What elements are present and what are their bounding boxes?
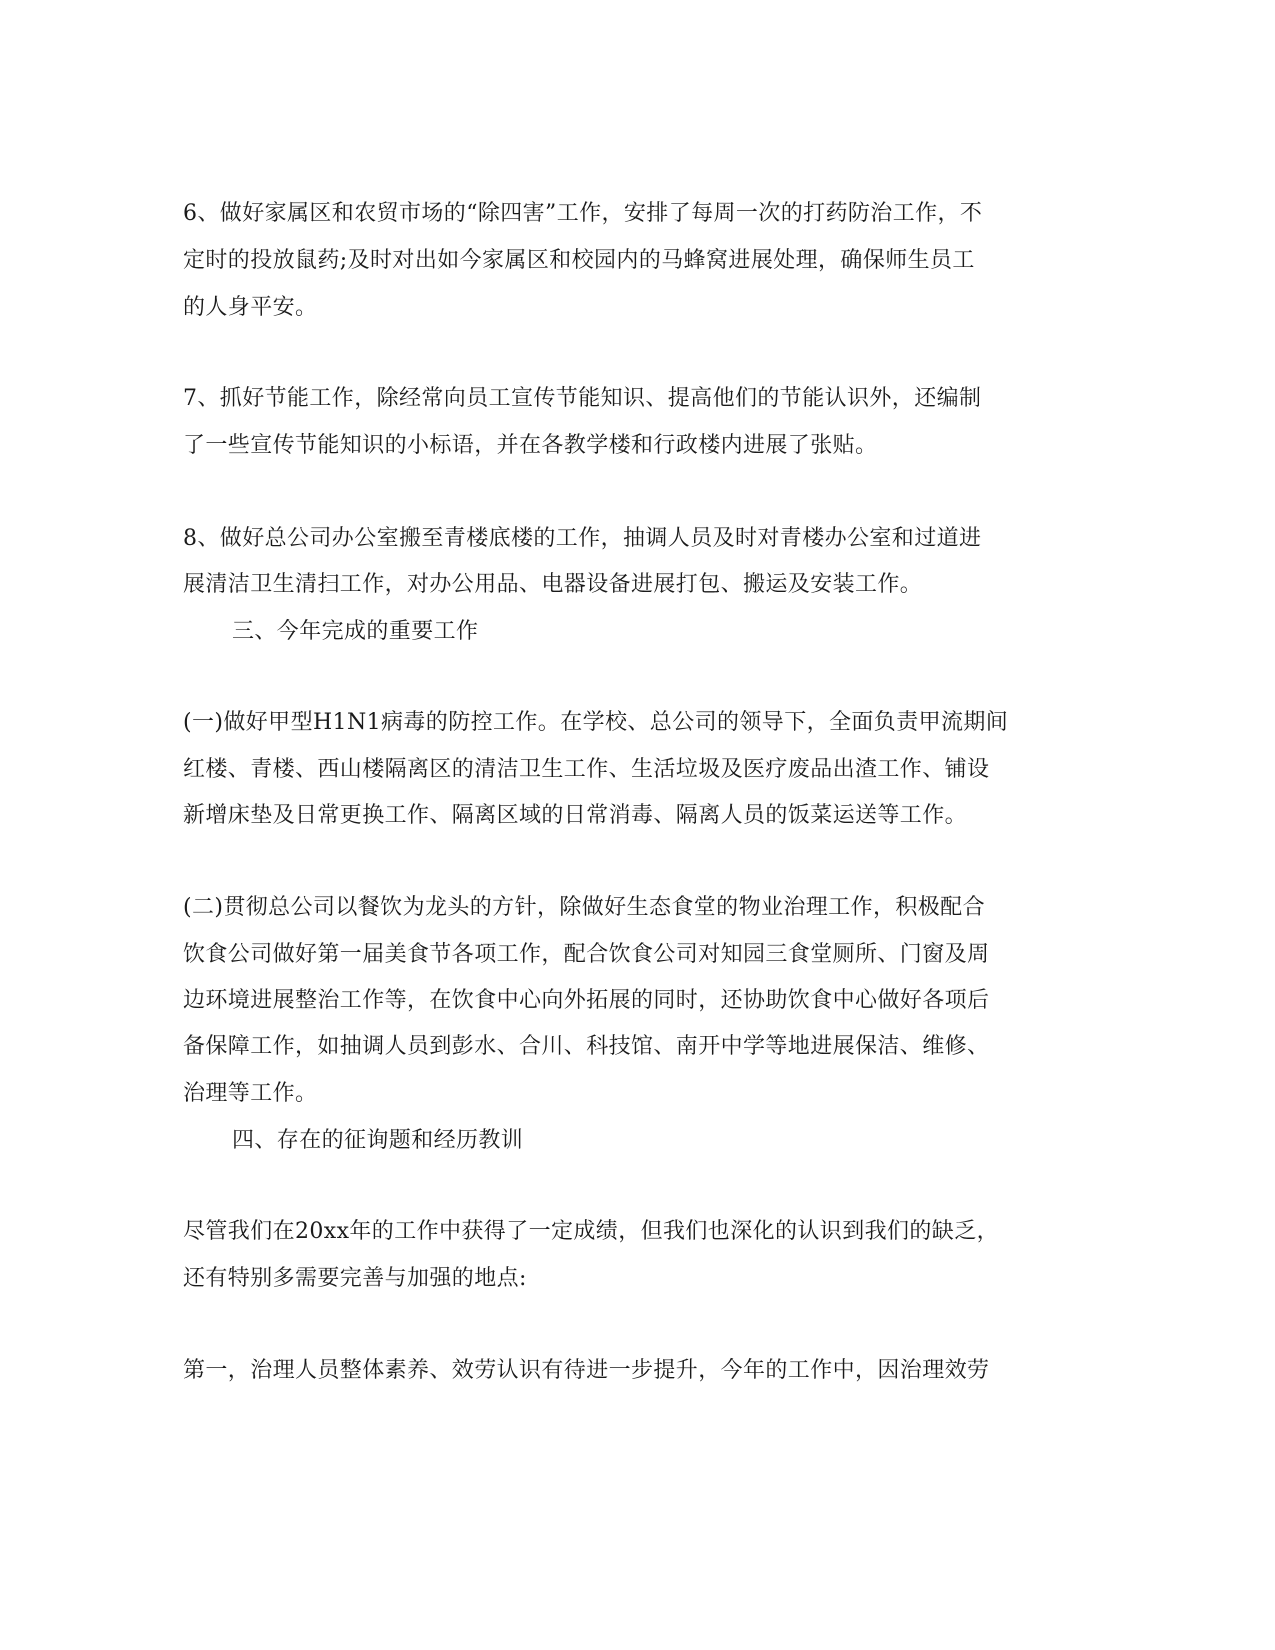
text-line: 展清洁卫生清扫工作，对办公用品、电器设备进展打包、搬运及安装工作。 — [183, 572, 923, 597]
text-line: 备保障工作，如抽调人员到彭水、合川、科技馆、南开中学等地进展保洁、维修、 — [183, 1034, 990, 1059]
text-line: 还有特别多需要完善与加强的地点: — [183, 1266, 527, 1291]
text-line: 的人身平安。 — [183, 295, 318, 320]
text-line: 6、做好家属区和农贸市场的“除四害”工作，安排了每周一次的打药防治工作，不 — [183, 201, 983, 226]
text-line: (二)贯彻总公司以餐饮为龙头的方针，除做好生态食堂的物业治理工作，积极配合 — [183, 895, 985, 920]
text-line: (一)做好甲型H1N1病毒的防控工作。在学校、总公司的领导下，全面负责甲流期间 — [183, 710, 1009, 735]
text-line: 第一，治理人员整体素养、效劳认识有待进一步提升，今年的工作中，因治理效劳 — [183, 1358, 990, 1383]
text-line: 红楼、青楼、西山楼隔离区的清洁卫生工作、生活垃圾及医疗废品出渣工作、铺设 — [183, 757, 990, 782]
text-line: 治理等工作。 — [183, 1081, 318, 1106]
text-line: 新增床垫及日常更换工作、隔离区域的日常消毒、隔离人员的饭菜运送等工作。 — [183, 803, 968, 828]
text-line: 定时的投放鼠药;及时对出如今家属区和校园内的马蜂窝进展处理，确保师生员工 — [183, 248, 975, 273]
text-line: 8、做好总公司办公室搬至青楼底楼的工作，抽调人员及时对青楼办公室和过道进 — [183, 526, 982, 551]
text-line: 尽管我们在20xx年的工作中获得了一定成绩，但我们也深化的认识到我们的缺乏， — [183, 1219, 1000, 1244]
section-heading-3: 三、今年完成的重要工作 — [232, 619, 479, 644]
text-line: 边环境进展整治工作等，在饮食中心向外拓展的同时，还协助饮食中心做好各项后 — [183, 988, 990, 1013]
text-line: 了一些宣传节能知识的小标语，并在各教学楼和行政楼内进展了张贴。 — [183, 433, 878, 458]
section-heading-4: 四、存在的征询题和经历教训 — [232, 1128, 524, 1153]
text-line: 饮食公司做好第一届美食节各项工作，配合饮食公司对知园三食堂厕所、门窗及周 — [183, 942, 990, 967]
text-line: 7、抓好节能工作，除经常向员工宣传节能知识、提高他们的节能认识外，还编制 — [183, 386, 982, 411]
